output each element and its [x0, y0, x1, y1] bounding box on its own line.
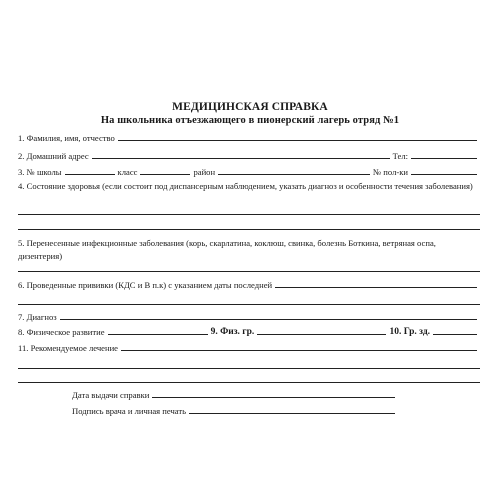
health-group-label: 10. Гр. зд. — [389, 327, 430, 337]
doctor-signature-line[interactable] — [189, 413, 395, 414]
class-line[interactable] — [140, 174, 190, 175]
field-infections: 5. Перенесенные инфекционные заболевания (корь, скарлатина, коклюш, свинка, болезнь Боткина, ветряная оспа, дизентерия) — [18, 238, 436, 261]
field-school — [18, 163, 480, 177]
physical-development-line[interactable] — [108, 334, 208, 335]
issue-date-label: Дата выдачи справки — [72, 390, 150, 400]
doctor-signature-label: Подпись врача и личная печать — [72, 406, 187, 416]
address-line[interactable] — [92, 158, 390, 159]
field-diagnosis — [18, 308, 480, 322]
field-physical-development — [18, 323, 480, 337]
policlinic-line[interactable] — [411, 174, 477, 175]
field-recommended-treatment — [18, 339, 480, 353]
field-full-name — [18, 129, 480, 143]
infections-line[interactable] — [18, 271, 480, 272]
phys-group-label: 9. Физ. гр. — [210, 327, 255, 337]
vaccinations-line[interactable] — [275, 287, 477, 288]
full-name-line[interactable] — [118, 140, 477, 141]
field-home-address — [18, 147, 480, 161]
health-group-line[interactable] — [433, 334, 477, 335]
field-label: 1. Фамилия, имя, отчество — [18, 133, 115, 143]
school-number-line[interactable] — [65, 174, 115, 175]
district-line[interactable] — [218, 174, 370, 175]
field-label: 8. Физическое развитие — [18, 327, 105, 337]
field-health-state: 4. Состояние здоровья (если состоит под диспансерным наблюдением, указать диагноз и особенности течения заболевания) — [18, 181, 473, 191]
class-label: класс — [117, 167, 138, 177]
policlinic-label: № пол-ки — [372, 167, 408, 177]
treatment-line[interactable] — [18, 368, 480, 369]
vaccinations-line[interactable] — [18, 304, 480, 305]
phys-group-line[interactable] — [257, 334, 386, 335]
issue-date-line[interactable] — [152, 397, 395, 398]
issue-date-row — [72, 386, 398, 400]
treatment-line[interactable] — [121, 350, 477, 351]
district-label: район — [193, 167, 216, 177]
phone-label: Тел: — [392, 151, 408, 161]
doctor-signature-row — [72, 402, 398, 416]
field-label: 11. Рекомендуемое лечение — [18, 343, 118, 353]
field-label: 7. Диагноз — [18, 312, 57, 322]
document-title: МЕДИЦИНСКАЯ СПРАВКА — [172, 101, 328, 113]
field-label: 6. Проведенные прививки (КДС и В п.к) с указанием даты последней — [18, 280, 273, 290]
field-label: 3. № школы — [18, 167, 62, 177]
field-vaccinations — [18, 276, 480, 290]
diagnosis-line[interactable] — [60, 319, 477, 320]
treatment-line[interactable] — [18, 382, 480, 383]
phone-line[interactable] — [411, 158, 477, 159]
health-state-line[interactable] — [18, 229, 480, 230]
health-state-line[interactable] — [18, 214, 480, 215]
document-subtitle: На школьника отъезжающего в пионерский лагерь отряд №1 — [100, 115, 400, 126]
field-label: 2. Домашний адрес — [18, 151, 89, 161]
